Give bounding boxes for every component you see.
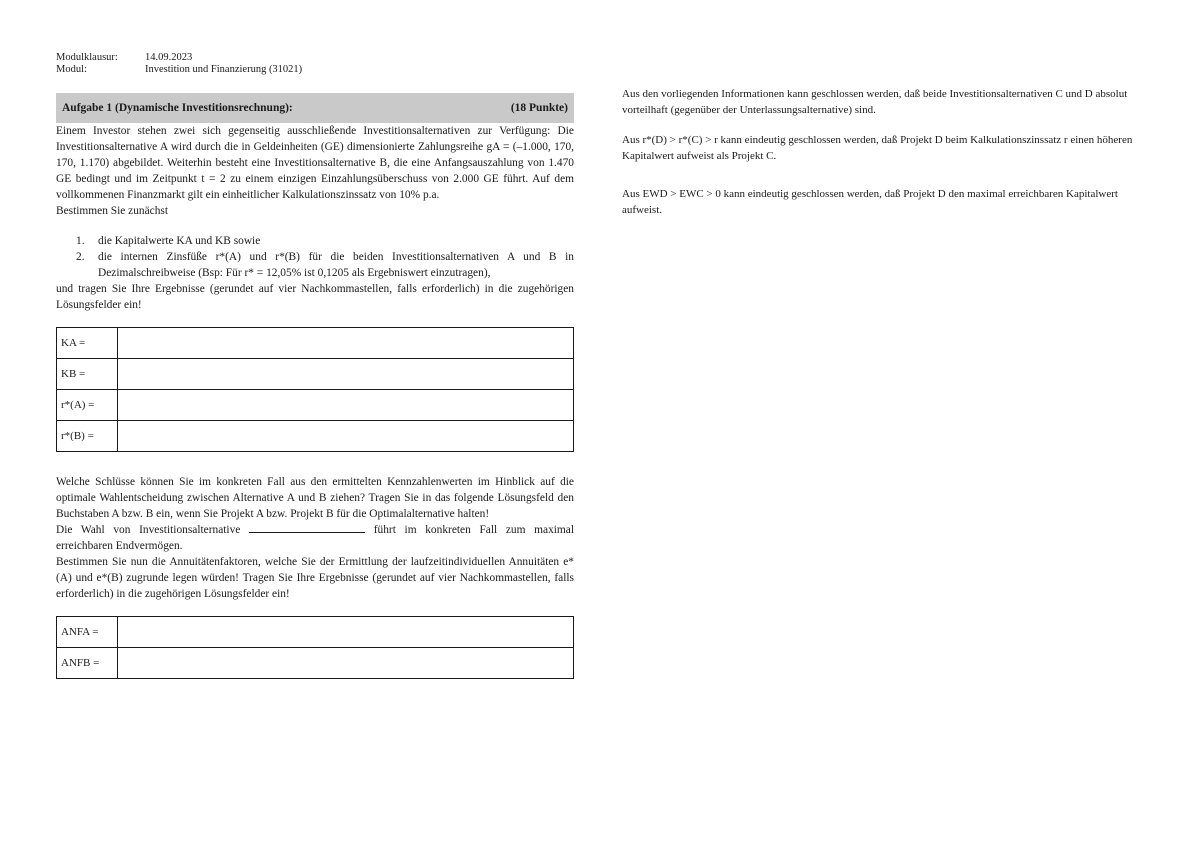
answer-label: ANFB = [57, 648, 118, 679]
list-item-text: die Kapitalwerte KA und KB sowie [98, 235, 261, 247]
page-cutoff [0, 797, 1200, 849]
enter-results-text: und tragen Sie Ihre Ergebnisse (gerundet auf vier Nachkommastellen, falls erforderlich) in die zugehörigen Lösungsfelder ein! [56, 283, 574, 311]
answer-table-annuity [56, 616, 574, 679]
determine-text: Bestimmen Sie zunächst [56, 205, 168, 217]
answer-field-kb[interactable] [118, 359, 574, 390]
statement-1: Aus den vorliegenden Informationen kann geschlossen werden, daß beide Investitionsalternativen C und D absolut vorteilhaft (gegenüber der Unterlassungsalternative) sind. [622, 88, 1128, 116]
task-title: Aufgabe 1 (Dynamische Investitionsrechnung): [62, 102, 293, 114]
annuity-text: Bestimmen Sie nun die Annuitätenfaktoren, welche Sie der Ermittlung der laufzeitindividuellen Annuitäten e*(A) und e*(B) zugrunde legen würden! Tragen Sie Ihre Ergebnisse (gerundet auf vier Nachkommastellen, falls erforderlich) in die zugehörigen Lösungsfelder ein! [56, 556, 574, 600]
table-row [57, 617, 574, 648]
statement-3: Aus EWD > EWC > 0 kann eindeutig geschlossen werden, daß Projekt D den maximal erreichbaren Kapitalwert aufweist. [622, 188, 1118, 216]
answer-label: r*(B) = [57, 421, 118, 452]
module-meta-row [56, 64, 574, 76]
exam-date: 14.09.2023 [145, 52, 193, 63]
module-label: Modul: [56, 64, 87, 75]
conclusions-text: Welche Schlüsse können Sie im konkreten Fall aus den ermittelten Kennzahlenwerten im Hinblick auf die optimale Wahlentscheidung zwischen Alternative A und B ziehen? Tragen Sie in das folgende Lösungsfeld den Buchstaben A bzw. B ein, wenn Sie Projekt A bzw. Projekt B für die Optimalalternative halten! [56, 476, 574, 520]
exam-meta-row [56, 52, 574, 64]
choice-before: Die Wahl von Investitionsalternative [56, 524, 241, 536]
task-list [56, 233, 574, 281]
table-row [57, 648, 574, 679]
list-item-text: die internen Zinsfüße r*(A) und r*(B) für die beiden Investitionsalternativen A und B in Dezimalschreibweise (Bsp: Für r* = 12,05% ist 0,1205 als Ergebniswert einzutragen), [98, 251, 574, 279]
table-row [57, 359, 574, 390]
task-points: (18 Punkte) [510, 102, 568, 114]
list-item [56, 249, 574, 281]
table-row [57, 328, 574, 359]
task-header [56, 93, 574, 123]
answer-label: KA = [57, 328, 118, 359]
table-row [57, 421, 574, 452]
table-row [57, 390, 574, 421]
answer-table-kennzahlen [56, 327, 574, 452]
exam-label: Modulklausur: [56, 52, 118, 63]
exam-page-right [622, 86, 1144, 232]
choice-sentence [56, 522, 574, 554]
answer-label: r*(A) = [57, 390, 118, 421]
list-item-number: 2. [76, 251, 85, 263]
answer-field-anfa[interactable] [118, 617, 574, 648]
choice-after: führt im konkreten Fall zum maximal erreichbaren Endvermögen. [56, 524, 575, 552]
choice-blank-field[interactable] [249, 522, 365, 533]
answer-field-anfb[interactable] [118, 648, 574, 679]
answer-field-rb[interactable] [118, 421, 574, 452]
answer-label: ANFA = [57, 617, 118, 648]
answer-field-ra[interactable] [118, 390, 574, 421]
list-item-number: 1. [76, 235, 85, 247]
module-name: Investition und Finanzierung (31021) [145, 64, 303, 75]
list-item [56, 233, 574, 249]
task-intro: Einem Investor stehen zwei sich gegenseitig ausschließende Investitionsalternativen zur Verfügung: Die Investitionsalternative A wird durch die in Geldeinheiten (GE) dimensionierte Zahlungsreihe gA = (–1.000, 170, 170, 1.170) abgebildet. Weiterhin besteht eine Investitionsalternative B, die eine Anfangsauszahlung von 1.470 GE bedingt und im Zeitpunkt t = 2 zu einem einzigen Einzahlungsüberschuss von 2.000 GE führt. Auf dem vollkommenen Finanzmarkt gilt ein einheitlicher Kalkulationszinssatz von 10% p.a. [56, 125, 574, 201]
exam-page-left [56, 52, 574, 679]
answer-label: KB = [57, 359, 118, 390]
statement-2: Aus r*(D) > r*(C) > r kann eindeutig geschlossen werden, daß Projekt D beim Kalkulationszinssatz r einen höheren Kapitalwert aufweist als Projekt C. [622, 134, 1133, 162]
answer-field-ka[interactable] [118, 328, 574, 359]
